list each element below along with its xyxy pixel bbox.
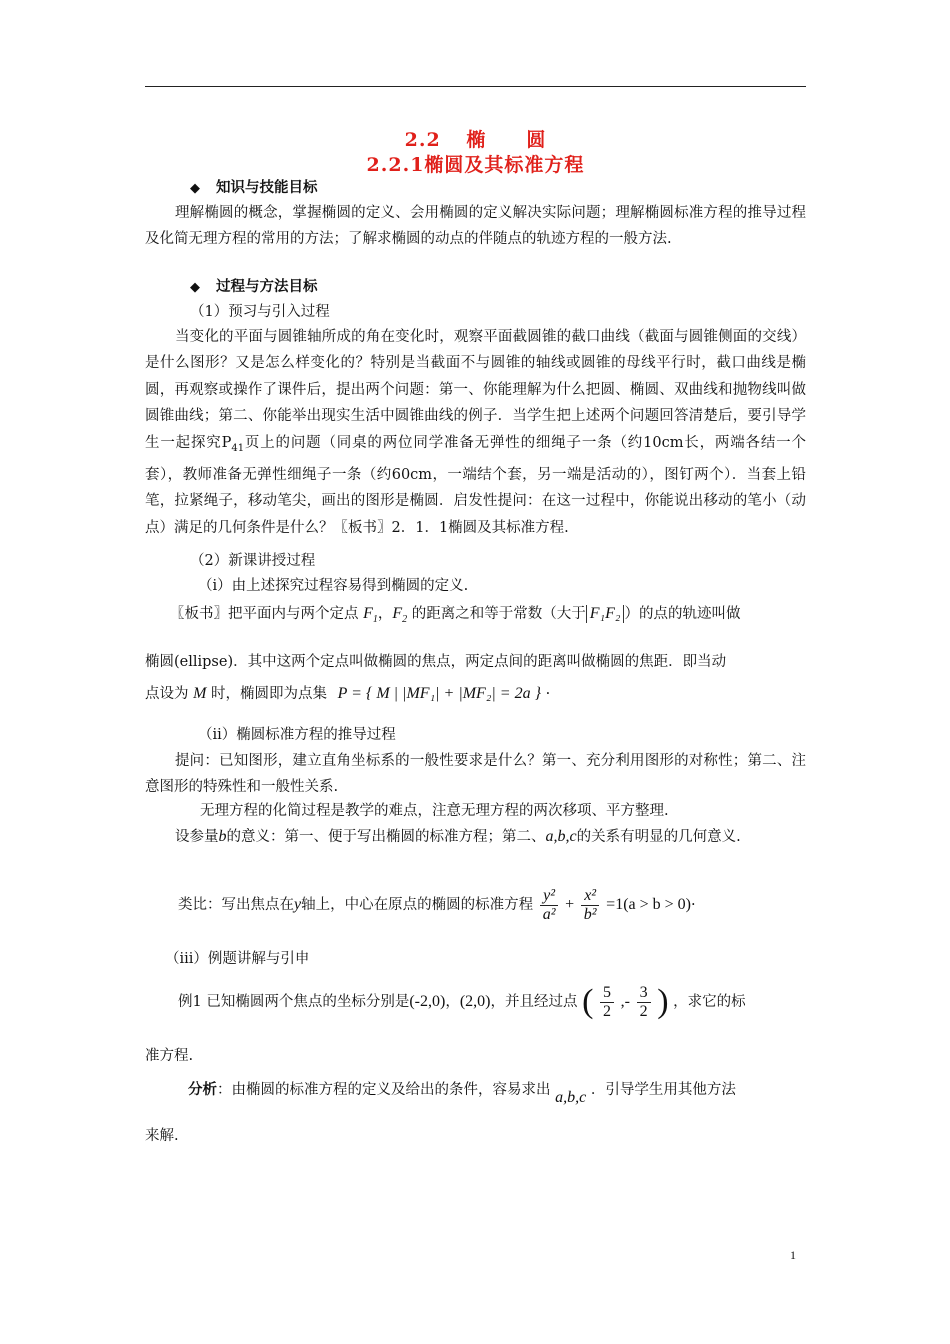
def-text-a: 〖板书〗把平面内与两个定点 — [170, 606, 359, 622]
equation-rest: =1(a > b > 0) — [606, 896, 691, 913]
comma-minus: ,- — [620, 993, 630, 1010]
ex1-text-d: ，求它的标 — [673, 994, 746, 1010]
heading-knowledge-text: 知识与技能目标 — [216, 179, 318, 196]
math-F1 — [363, 605, 378, 626]
diamond-bullet-icon: ◆ — [190, 181, 200, 196]
math-F1F2-abs: F₁F₂ — [586, 605, 625, 623]
question-paragraph: 提问：已知图形，建立直角坐标系的一般性要求是什么？第一、充分利用图形的对称性；第二、注意图形的特殊性和一般性关系. — [145, 753, 806, 796]
def-text-b: ， — [377, 606, 393, 622]
analogy-end: · — [691, 897, 696, 913]
q3-text-a: 设参量 — [175, 829, 219, 845]
analysis-text-a: ：由椭圆的标准方程的定义及给出的条件，容易求出 — [217, 1082, 551, 1098]
q3-text-c: 的关系有明显的几何意义. — [576, 829, 741, 845]
header-rule — [145, 86, 806, 87]
analogy-text-a: 类比：写出焦点在 — [178, 897, 294, 913]
definition-line-1 — [170, 604, 740, 630]
section-title: 2.2 椭 圆 — [404, 129, 547, 151]
page-number: 1 — [790, 1248, 796, 1262]
analogy-line — [178, 883, 696, 927]
subheading-preview: （1）预习与引入过程 — [190, 304, 330, 320]
def3-end: · — [545, 686, 551, 702]
close-paren-icon: ) — [657, 983, 669, 1020]
math-abc: a,b,c — [545, 828, 577, 845]
math-point-set: P = { M | |MF₁| + |MF₂| = 2a } — [337, 685, 541, 702]
math-point-neg2: (-2,0) — [409, 993, 446, 1010]
subsection-title: 2.2.1椭圆及其标准方程 — [366, 154, 585, 176]
analysis-line — [188, 1080, 736, 1106]
frac-num-3: 3 — [637, 984, 651, 1003]
def-text-d: ）的点的轨迹叫做 — [624, 606, 741, 622]
analysis-text-b: ．引导学生用其他方法 — [590, 1082, 736, 1098]
math-b: b — [218, 828, 227, 845]
frac-num-5: 5 — [600, 984, 614, 1003]
fraction-y2-a2 — [540, 887, 559, 924]
fraction-3-2 — [637, 984, 651, 1021]
definition-line-3 — [145, 684, 550, 704]
open-paren-icon: ( — [582, 983, 594, 1020]
q3-text-b: 的意义：第一、便于写出椭圆的标准方程；第二、 — [226, 829, 546, 845]
ex1-text-a: 例1 已知椭圆两个焦点的坐标分别是 — [178, 994, 410, 1010]
example-1-line-2: 准方程. — [145, 1048, 194, 1064]
subheading-examples: （iii）例题讲解与引申 — [165, 951, 310, 967]
analogy-text-b: 轴上，中心在原点的椭圆的标准方程 — [301, 897, 534, 913]
heading-process — [190, 277, 318, 298]
subheading-new-lesson: （2）新课讲授过程 — [190, 553, 316, 569]
frac-den-a2: a² — [542, 905, 556, 923]
math-F2-letter: F — [392, 605, 403, 622]
frac-num-x2: x² — [581, 887, 599, 906]
math-abc-2: a,b,c — [555, 1089, 587, 1106]
intro-text-rest: 页上的问题（同桌的两位同学准备无弹性的细绳子一条（约10cm长，两端各结一个套），教师准备无弹性细绳子一条（约60cm，一端结个套，另一端是活动的），图钉两个）．当套上铅笔，拉紧绳子，移动笔尖，画出的图形是椭圆．启发性提问：在这一过程中，你能说出移动的笔小（动点）满足的几何条件是什么？〖板书〗2．1．1椭圆及其标准方程. — [145, 434, 806, 536]
ex1-text-b: ， — [445, 994, 460, 1010]
page-ref-sub: 41 — [231, 442, 245, 454]
plus-sign: + — [565, 896, 575, 913]
subheading-definition: （i）由上述探究过程容易得到椭圆的定义. — [198, 578, 469, 594]
diamond-bullet-icon: ◆ — [190, 280, 200, 295]
frac-den-2a: 2 — [603, 1002, 612, 1020]
irrational-note: 无理方程的化简过程是教学的难点，注意无理方程的两次移项、平方整理. — [200, 803, 669, 819]
ex1-text-c: ，并且经过点 — [490, 994, 578, 1010]
math-point-2: (2,0) — [459, 993, 491, 1010]
frac-den-2b: 2 — [639, 1002, 648, 1020]
parameter-paragraph — [145, 824, 806, 850]
intro-text: 当变化的平面与圆锥轴所成的角在变化时，观察平面截圆锥的截口曲线（截面与圆锥侧面的交线）是什么图形？又是怎么样变化的？特别是当截面不与圆锥的轴线或圆锥的母线平行时，截口曲线是椭圆，再观察或操作了课件后，提出两个问题：第一、你能理解为什么把圆、椭圆、双曲线和抛物线叫做圆锥曲线；第二、你能举出现实生活中圆锥曲线的例子．当学生把上述两个问题回答清楚后，要引导学生一起探究P — [145, 329, 806, 451]
def3-text-b: 时，椭圆即为点集 — [211, 686, 328, 702]
math-F1-sub: 1 — [372, 614, 378, 626]
example-1-line — [178, 980, 746, 1024]
analysis-label: 分析 — [188, 1081, 217, 1098]
frac-den-b2: b² — [583, 905, 597, 923]
intro-paragraph — [145, 324, 806, 541]
fraction-x2-b2 — [581, 887, 600, 924]
definition-line-2: 椭圆(ellipse)．其中这两个定点叫做椭圆的焦点，两定点间的距离叫做椭圆的焦距．即当动 — [145, 654, 727, 670]
math-F1-letter: F — [363, 605, 373, 622]
subheading-derivation: （ii）椭圆标准方程的推导过程 — [198, 727, 396, 743]
heading-knowledge — [190, 178, 318, 199]
math-M: M — [193, 685, 207, 702]
knowledge-paragraph: 理解椭圆的概念，掌握椭圆的定义、会用椭圆的定义解决实际问题；理解椭圆标准方程的推导过程及化简无理方程的常用的方法；了解求椭圆的动点的伴随点的轨迹方程的一般方法. — [145, 205, 806, 248]
math-F2-sub: 2 — [402, 614, 408, 626]
fraction-5-2 — [600, 984, 614, 1021]
def3-text-a: 点设为 — [145, 686, 189, 702]
math-F2 — [392, 605, 408, 626]
def-text-c: 的距离之和等于常数（大于 — [411, 606, 586, 622]
heading-process-text: 过程与方法目标 — [216, 278, 318, 295]
math-y: y — [294, 896, 302, 913]
frac-num-y2: y² — [540, 887, 558, 906]
analysis-line-2: 来解. — [145, 1128, 179, 1144]
